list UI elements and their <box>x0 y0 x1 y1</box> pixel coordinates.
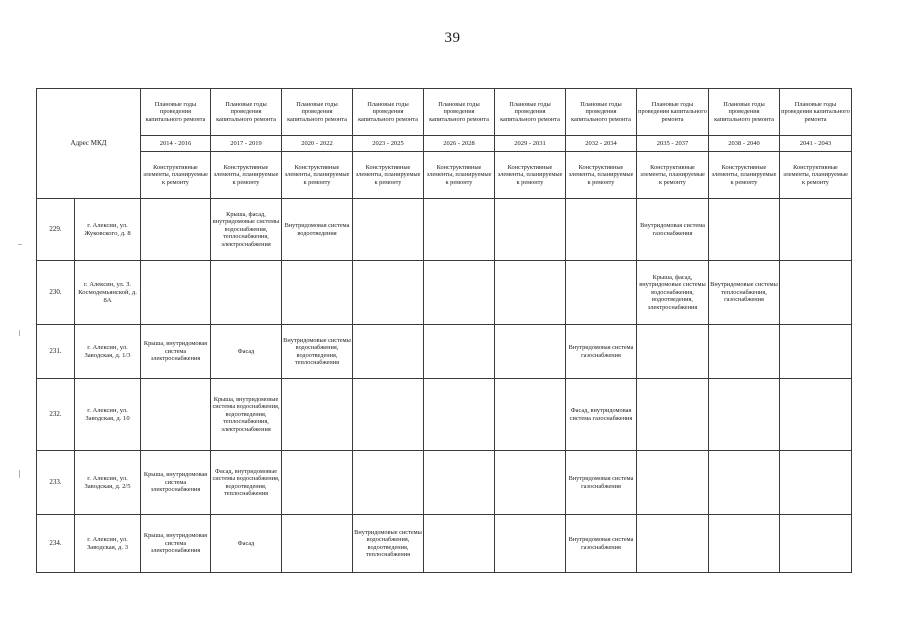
repair-elements-cell <box>637 451 709 515</box>
table-row <box>37 261 852 325</box>
repair-elements-cell: Внутридомовая система газоснабжения <box>566 515 637 573</box>
repair-elements-cell <box>495 451 566 515</box>
table-row <box>37 451 852 515</box>
period-years: 2032 - 2034 <box>566 136 637 152</box>
row-number: 231. <box>37 325 75 379</box>
repair-elements-cell <box>637 325 709 379</box>
repair-elements-cell: Внутридомовые системы водоснабжения, водоотведения, теплоснабжения <box>353 515 424 573</box>
repair-elements-cell: Крыша, внутридомовая система электроснабжения <box>141 451 211 515</box>
page-number: 39 <box>444 30 461 46</box>
repair-elements-cell <box>780 515 852 573</box>
elements-header: Конструктивные элементы, планируемые к ремонту <box>709 152 780 199</box>
header-row-elements <box>37 152 852 199</box>
period-years: 2038 - 2040 <box>709 136 780 152</box>
elements-header: Конструктивные элементы, планируемые к ремонту <box>424 152 495 199</box>
row-number: 233. <box>37 451 75 515</box>
address-header: Адрес МКД <box>37 89 141 199</box>
repair-elements-cell <box>424 515 495 573</box>
table-row <box>37 515 852 573</box>
repair-elements-cell: Внутридомовая система газоснабжения <box>566 451 637 515</box>
repair-elements-cell <box>353 379 424 451</box>
repair-elements-cell <box>495 515 566 573</box>
period-header: Плановые годы проведения капитального ремонта <box>141 89 211 136</box>
repair-elements-cell <box>282 451 353 515</box>
repair-elements-cell: Внутридомовые системы теплоснабжения, газоснабжения <box>709 261 780 325</box>
repair-elements-cell: Внутридомовая система газоснабжения <box>566 325 637 379</box>
repair-elements-cell <box>211 261 282 325</box>
margin-mark <box>18 244 22 245</box>
elements-header: Конструктивные элементы, планируемые к ремонту <box>637 152 709 199</box>
repair-schedule-table <box>36 88 852 573</box>
period-years: 2023 - 2025 <box>353 136 424 152</box>
repair-elements-cell <box>424 199 495 261</box>
period-years: 2026 - 2028 <box>424 136 495 152</box>
repair-elements-cell <box>709 451 780 515</box>
repair-elements-cell <box>637 515 709 573</box>
period-header: Плановые годы проведения капитального ремонта <box>566 89 637 136</box>
repair-elements-cell: Фасад <box>211 325 282 379</box>
repair-elements-cell <box>495 379 566 451</box>
elements-header: Конструктивные элементы, планируемые к ремонту <box>566 152 637 199</box>
period-years: 2029 - 2031 <box>495 136 566 152</box>
period-header: Плановые годы проведения капитального ремонта <box>353 89 424 136</box>
building-address: г. Алексин, ул. Заводская, д. 2/5 <box>75 451 141 515</box>
repair-elements-cell <box>141 199 211 261</box>
repair-elements-cell: Фасад, внутридомовая система газоснабжения <box>566 379 637 451</box>
repair-elements-cell <box>637 379 709 451</box>
row-number: 229. <box>37 199 75 261</box>
table-row <box>37 325 852 379</box>
period-header: Плановые годы проведения капитального ремонта <box>211 89 282 136</box>
margin-mark <box>19 330 20 336</box>
elements-header: Конструктивные элементы, планируемые к ремонту <box>780 152 852 199</box>
building-address: г. Алексин, ул. З. Космодемьянской, д. 8А <box>75 261 141 325</box>
row-number: 232. <box>37 379 75 451</box>
repair-elements-cell <box>495 325 566 379</box>
repair-elements-cell: Фасад <box>211 515 282 573</box>
repair-elements-cell <box>780 325 852 379</box>
margin-mark <box>19 470 20 478</box>
repair-elements-cell <box>709 379 780 451</box>
repair-elements-cell <box>709 325 780 379</box>
repair-elements-cell: Крыша, фасад, внутридомовые системы водоснабжения, теплоснабжения, электроснабжения <box>211 199 282 261</box>
period-header: Плановые годы проведения капитального ремонта <box>424 89 495 136</box>
repair-elements-cell <box>353 199 424 261</box>
row-number: 230. <box>37 261 75 325</box>
repair-elements-cell <box>780 379 852 451</box>
elements-header: Конструктивные элементы, планируемые к ремонту <box>495 152 566 199</box>
repair-elements-cell <box>424 451 495 515</box>
header-row-title <box>37 89 852 136</box>
repair-elements-cell <box>353 451 424 515</box>
repair-elements-cell <box>495 261 566 325</box>
repair-elements-cell: Фасад, внутридомовые системы водоснабжения, водоотведения, теплоснабжения <box>211 451 282 515</box>
period-header: Плановые годы проведения капитального ремонта <box>709 89 780 136</box>
elements-header: Конструктивные элементы, планируемые к ремонту <box>211 152 282 199</box>
repair-elements-cell: Крыша, внутридомовая система электроснабжения <box>141 325 211 379</box>
building-address: г. Алексин, ул. Заводская, д. 10 <box>75 379 141 451</box>
elements-header: Конструктивные элементы, планируемые к ремонту <box>282 152 353 199</box>
repair-elements-cell <box>141 261 211 325</box>
repair-elements-cell <box>424 325 495 379</box>
building-address: г. Алексин, ул. Жуковского, д. 8 <box>75 199 141 261</box>
repair-elements-cell: Крыша, внутридомовая система электроснабжения <box>141 515 211 573</box>
table-row <box>37 379 852 451</box>
period-years: 2017 - 2019 <box>211 136 282 152</box>
repair-elements-cell <box>495 199 566 261</box>
building-address: г. Алексин, ул. Заводская, д. 1/3 <box>75 325 141 379</box>
elements-header: Конструктивные элементы, планируемые к ремонту <box>141 152 211 199</box>
period-years: 2041 - 2043 <box>780 136 852 152</box>
repair-elements-cell <box>282 261 353 325</box>
repair-elements-cell <box>780 451 852 515</box>
repair-elements-cell <box>780 199 852 261</box>
repair-elements-cell: Внутридомовые системы водоснабжения, водоотведения, теплоснабжения <box>282 325 353 379</box>
period-years: 2020 - 2022 <box>282 136 353 152</box>
repair-elements-cell <box>424 379 495 451</box>
repair-elements-cell <box>353 325 424 379</box>
period-header: Плановые годы проведения капитального ремонта <box>637 89 709 136</box>
period-years: 2014 - 2016 <box>141 136 211 152</box>
repair-elements-cell: Крыша, фасад, внутридомовые системы водоснабжения, водоотведения, электроснабжения <box>637 261 709 325</box>
repair-elements-cell: Крыша, внутридомовые системы водоснабжения, водоотведения, теплоснабжения, электроснабжения <box>211 379 282 451</box>
period-header: Плановые годы проведения капитального ремонта <box>495 89 566 136</box>
repair-elements-cell: Внутридомовая система газоснабжения <box>637 199 709 261</box>
table-row <box>37 199 852 261</box>
repair-elements-cell <box>709 515 780 573</box>
repair-elements-cell <box>566 199 637 261</box>
table-body <box>37 199 852 573</box>
header-row-years <box>37 136 852 152</box>
period-years: 2035 - 2037 <box>637 136 709 152</box>
elements-header: Конструктивные элементы, планируемые к ремонту <box>353 152 424 199</box>
repair-elements-cell <box>424 261 495 325</box>
building-address: г. Алексин, ул. Заводская, д. 3 <box>75 515 141 573</box>
repair-elements-cell <box>780 261 852 325</box>
repair-elements-cell <box>709 199 780 261</box>
period-header: Плановые годы проведения капитального ремонта <box>282 89 353 136</box>
repair-elements-cell <box>353 261 424 325</box>
repair-elements-cell <box>566 261 637 325</box>
repair-elements-cell <box>141 379 211 451</box>
repair-elements-cell: Внутридомовая система водоотведения <box>282 199 353 261</box>
row-number: 234. <box>37 515 75 573</box>
repair-elements-cell <box>282 379 353 451</box>
repair-elements-cell <box>282 515 353 573</box>
period-header: Плановые годы проведения капитального ремонта <box>780 89 852 136</box>
